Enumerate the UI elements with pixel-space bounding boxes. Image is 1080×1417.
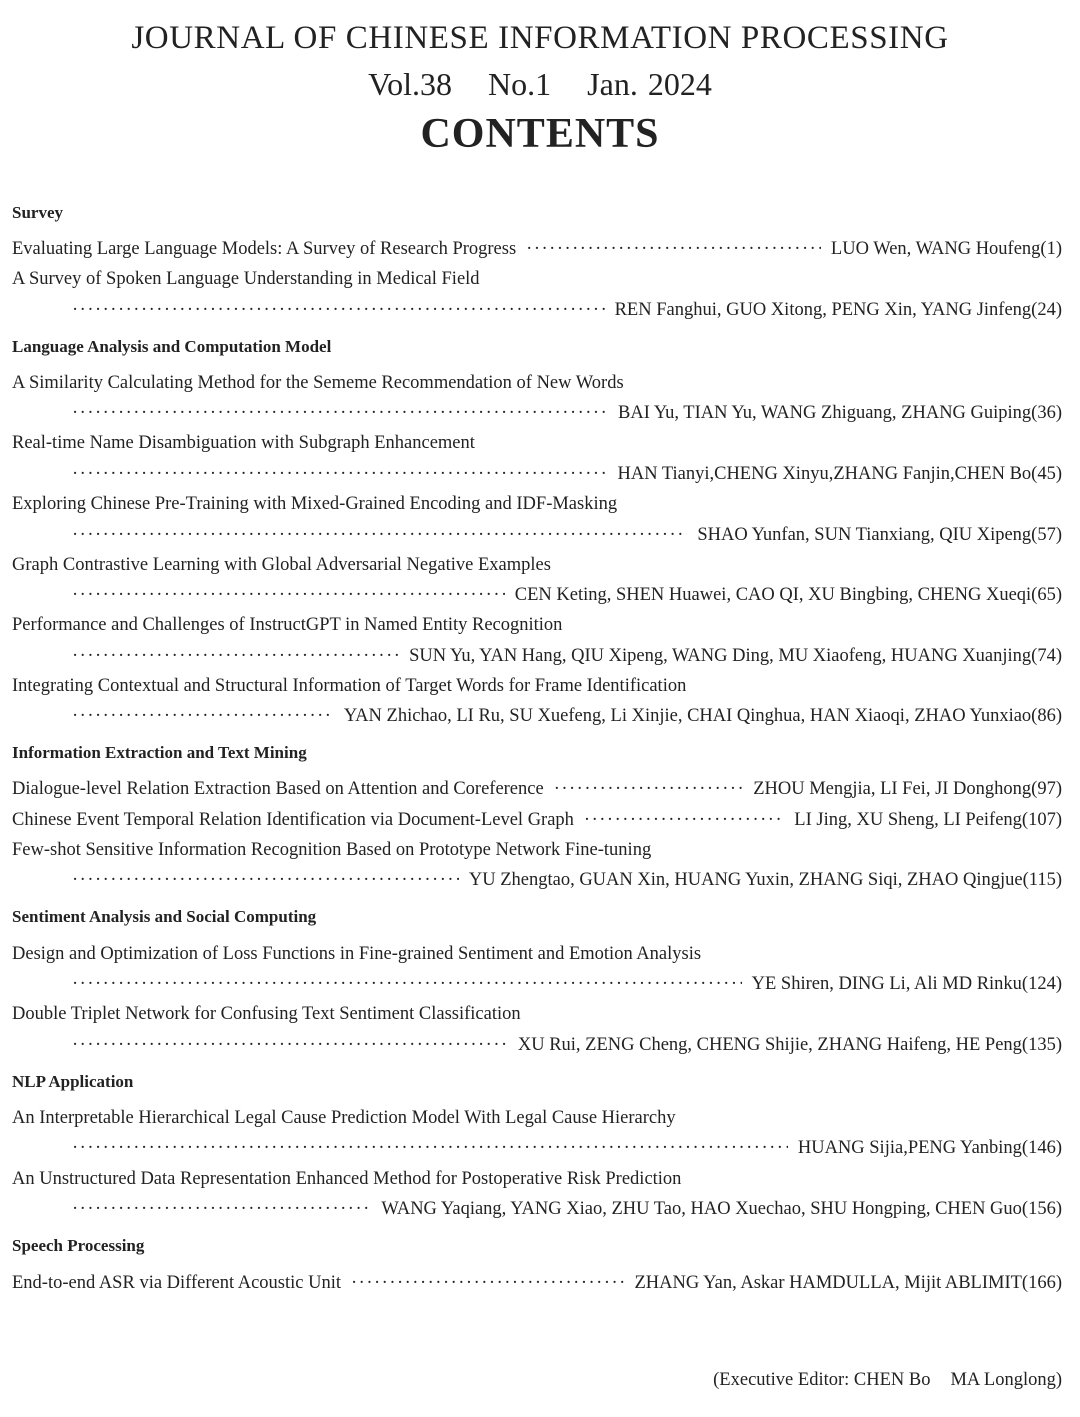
article-authors: ZHANG Yan, Askar HAMDULLA, Mijit ABLIMIT(166) [634, 1273, 1062, 1293]
leader-dots [72, 464, 607, 485]
leader-dots [72, 403, 608, 424]
article-title: A Survey of Spoken Language Understanding in Medical Field [12, 269, 480, 289]
article-authors: CEN Keting, SHEN Huawei, CAO QI, XU Bingbing, CHENG Xueqi(65) [514, 585, 1062, 605]
toc-entry-authors [12, 300, 1062, 326]
leader-dots [584, 810, 784, 831]
leader-dots [72, 300, 605, 321]
toc-entry-title[interactable] [12, 944, 1062, 970]
article-authors: YE Shiren, DING Li, Ali MD Rinku(124) [751, 974, 1062, 994]
toc-entry-authors [12, 1199, 1062, 1225]
article-authors: SHAO Yunfan, SUN Tianxiang, QIU Xipeng(57) [697, 525, 1062, 545]
article-authors: HUANG Sijia,PENG Yanbing(146) [797, 1138, 1062, 1158]
article-authors: YU Zhengtao, GUAN Xin, HUANG Yuxin, ZHANG Siqi, ZHAO Qingjue(115) [468, 870, 1062, 890]
leader-dots [72, 706, 334, 727]
toc-entry-authors [12, 1035, 1062, 1061]
article-title: An Interpretable Hierarchical Legal Cause Prediction Model With Legal Cause Hierarchy [12, 1108, 676, 1128]
section-heading-nlp: NLP Application [12, 1072, 134, 1091]
article-authors: REN Fanghui, GUO Xitong, PENG Xin, YANG Jinfeng(24) [614, 300, 1062, 320]
section-heading-sentiment: Sentiment Analysis and Social Computing [12, 907, 317, 926]
toc-entry-title[interactable] [12, 1004, 1062, 1030]
toc-entry-title[interactable] [12, 615, 1062, 641]
toc-entry-authors [12, 525, 1062, 551]
toc-entry[interactable] [12, 1273, 1062, 1299]
article-title: Evaluating Large Language Models: A Survey of Research Progress [12, 239, 517, 259]
leader-dots [351, 1273, 624, 1294]
toc-entry-title[interactable] [12, 433, 1062, 459]
toc-entry-authors [12, 646, 1062, 672]
executive-editor [713, 1370, 1062, 1391]
contents-heading: CONTENTS [420, 111, 660, 157]
toc-entry-title[interactable] [12, 494, 1062, 520]
article-authors: LI Jing, XU Sheng, LI Peifeng(107) [794, 810, 1062, 830]
toc-entry[interactable] [12, 239, 1062, 265]
toc-entry-authors [12, 706, 1062, 732]
toc-entry-authors [12, 464, 1062, 490]
leader-dots [554, 779, 743, 800]
leader-dots [72, 870, 459, 891]
toc-entry-authors [12, 403, 1062, 429]
leader-dots [72, 525, 687, 546]
leader-dots [72, 1138, 788, 1159]
article-title: A Similarity Calculating Method for the Sememe Recommendation of New Words [12, 373, 624, 393]
article-title: Exploring Chinese Pre-Training with Mixed-Grained Encoding and IDF-Masking [12, 494, 618, 514]
section-heading-survey: Survey [12, 203, 63, 222]
article-title: Few-shot Sensitive Information Recognition Based on Prototype Network Fine-tuning [12, 840, 652, 860]
article-authors: XU Rui, ZENG Cheng, CHENG Shijie, ZHANG Haifeng, HE Peng(135) [517, 1035, 1062, 1055]
article-title: Dialogue-level Relation Extraction Based on Attention and Coreference [12, 779, 544, 799]
article-authors: ZHOU Mengjia, LI Fei, JI Donghong(97) [753, 779, 1062, 799]
journal-title: JOURNAL OF CHINESE INFORMATION PROCESSING [131, 20, 949, 56]
toc-entry-title[interactable] [12, 555, 1062, 581]
issue-date: Jan. 2024 [587, 66, 712, 102]
article-title: Real-time Name Disambiguation with Subgraph Enhancement [12, 433, 475, 453]
leader-dots [72, 585, 505, 606]
toc-entry-title[interactable] [12, 840, 1062, 866]
toc-entry-title[interactable] [12, 676, 1062, 702]
article-authors: HAN Tianyi,CHENG Xinyu,ZHANG Fanjin,CHEN Bo(45) [617, 464, 1062, 484]
toc-entry-title[interactable] [12, 373, 1062, 399]
leader-dots [526, 239, 821, 260]
editor-primary: (Executive Editor: CHEN Bo [713, 1370, 931, 1390]
section-heading-speech: Speech Processing [12, 1236, 145, 1255]
toc-entry[interactable] [12, 810, 1062, 836]
article-title: Performance and Challenges of InstructGPT in Named Entity Recognition [12, 615, 563, 635]
toc-entry-title[interactable] [12, 269, 1062, 295]
leader-dots [72, 1035, 508, 1056]
article-authors: LUO Wen, WANG Houfeng(1) [830, 239, 1062, 259]
article-title: Double Triplet Network for Confusing Text Sentiment Classification [12, 1004, 521, 1024]
toc-entry[interactable] [12, 779, 1062, 805]
volume: Vol.38 [368, 66, 453, 102]
toc-entry-authors [12, 1138, 1062, 1164]
toc-entry-authors [12, 585, 1062, 611]
toc-entry-authors [12, 974, 1062, 1000]
article-title: Integrating Contextual and Structural Information of Target Words for Frame Identification [12, 676, 687, 696]
article-authors: WANG Yaqiang, YANG Xiao, ZHU Tao, HAO Xuechao, SHU Hongping, CHEN Guo(156) [381, 1199, 1062, 1219]
editor-secondary: MA Longlong) [950, 1370, 1062, 1390]
article-authors: YAN Zhichao, LI Ru, SU Xuefeng, Li Xinjie, CHAI Qinghua, HAN Xiaoqi, ZHAO Yunxiao(86) [343, 706, 1062, 726]
article-title: An Unstructured Data Representation Enhanced Method for Postoperative Risk Prediction [12, 1169, 682, 1189]
article-title: Chinese Event Temporal Relation Identification via Document-Level Graph [12, 810, 574, 830]
article-title: Design and Optimization of Loss Functions in Fine-grained Sentiment and Emotion Analysis [12, 944, 702, 964]
article-authors: BAI Yu, TIAN Yu, WANG Zhiguang, ZHANG Guiping(36) [618, 403, 1062, 423]
toc-entry-title[interactable] [12, 1108, 1062, 1134]
leader-dots [72, 646, 399, 667]
issue-info [0, 66, 1080, 103]
article-title: End-to-end ASR via Different Acoustic Unit [12, 1273, 342, 1293]
leader-dots [72, 1199, 371, 1220]
toc-entry-authors [12, 870, 1062, 896]
article-title: Graph Contrastive Learning with Global Adversarial Negative Examples [12, 555, 551, 575]
section-heading-language: Language Analysis and Computation Model [12, 337, 332, 356]
toc-entry-title[interactable] [12, 1169, 1062, 1195]
leader-dots [72, 974, 742, 995]
issue-number: No.1 [488, 66, 552, 102]
article-authors: SUN Yu, YAN Hang, QIU Xipeng, WANG Ding, MU Xiaofeng, HUANG Xuanjing(74) [409, 646, 1062, 666]
section-heading-extraction: Information Extraction and Text Mining [12, 743, 307, 762]
